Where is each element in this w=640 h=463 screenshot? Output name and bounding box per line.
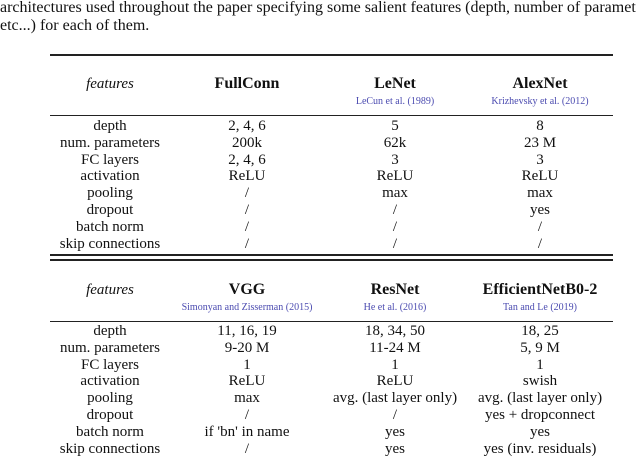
top-rule [50,54,613,56]
table-cell: / [392,235,398,252]
table-cell: 8 [536,118,544,134]
table-cell: / [244,440,250,457]
row-feature-label: num. parameters [60,339,160,356]
table-cell: 23 M [523,134,557,151]
row-feature-label: depth [93,323,127,339]
table-cell: avg. (last layer only) [477,390,603,407]
table-cell: ReLU [228,373,266,390]
row-feature-label: depth [93,118,127,134]
citation-link[interactable]: Simonyan and Zisserman (2015) [181,302,313,313]
column-header: EfficientNetB0-2 [482,281,598,298]
table-cell: 3 [536,151,544,168]
features-header: features [86,282,134,298]
table-cell: 1 [391,356,399,373]
table-cell: max [527,185,553,202]
table-cell: / [244,218,250,235]
table-cell: 2, 4, 6 [228,151,266,168]
table-cell: yes [385,440,405,457]
table-cell: ReLU [521,168,559,185]
header-rule-2 [50,321,613,322]
row-feature-label: dropout [86,407,134,423]
table-cell: / [537,235,543,252]
row-feature-label: num. parameters [60,134,160,151]
top-rule-2 [50,259,613,261]
table-cell: 9-20 M [224,339,270,356]
table-cell: avg. (last layer only) [332,390,458,407]
table-cell: / [244,407,250,423]
table-cell: / [392,407,398,423]
table-cell: 11-24 M [369,339,421,356]
column-header: VGG [228,281,266,298]
table-cell: 3 [391,151,399,168]
table-cell: 18, 34, 50 [365,323,425,339]
table-cell: / [244,202,250,218]
citation-link[interactable]: Krizhevsky et al. (2012) [491,96,589,107]
table-cell: / [244,235,250,252]
row-feature-label: FC layers [81,356,139,373]
table-cell: / [244,185,250,202]
table-cell: 2, 4, 6 [228,118,266,134]
row-feature-label: skip connections [59,235,161,252]
row-feature-label: pooling [87,185,133,202]
row-feature-label: batch norm [76,423,144,440]
table-cell: yes [385,423,405,440]
row-feature-label: batch norm [76,218,144,235]
table-cell: max [234,390,260,407]
table-cell: swish [522,373,558,390]
row-feature-label: dropout [86,202,134,218]
table-cell: ReLU [376,168,414,185]
table-cell: ReLU [376,373,414,390]
row-feature-label: activation [80,373,140,390]
row-feature-label: skip connections [59,440,161,457]
table-cell: / [392,218,398,235]
table-cell: yes [530,423,550,440]
table-cell: 11, 16, 19 [217,323,277,339]
table-cell: yes + dropconnect [484,407,596,423]
table-cell: 1 [243,356,251,373]
column-header: FullConn [214,75,280,92]
citation-link[interactable]: LeCun et al. (1989) [355,96,435,107]
citation-link[interactable]: Tan and Le (2019) [503,302,577,313]
row-feature-label: activation [80,168,140,185]
bottom-rule [50,254,613,256]
table-cell: 5, 9 M [520,339,560,356]
column-header: AlexNet [512,75,568,92]
table-cell: 200k [232,134,262,151]
table-cell: / [392,202,398,218]
header-rule [50,115,613,116]
table-cell: max [382,185,408,202]
table-cell: ReLU [228,168,266,185]
features-header: features [86,76,134,92]
caption-line-1: architectures used throughout the paper specifying some salient features (depth, number of paramet [0,0,636,16]
table-cell: yes [530,202,550,218]
table-cell: 1 [536,356,544,373]
column-header: LeNet [374,75,416,92]
row-feature-label: FC layers [81,151,139,168]
table-cell: yes (inv. residuals) [483,440,597,457]
column-header: ResNet [370,281,420,298]
table-cell: 62k [383,134,407,151]
table-cell: if 'bn' in name [204,423,290,440]
row-feature-label: pooling [87,390,133,407]
table-cell: 5 [391,118,399,134]
caption-line-2: etc...) for each of them. [0,17,150,34]
table-cell: 18, 25 [521,323,559,339]
table-cell: / [537,218,543,235]
citation-link[interactable]: He et al. (2016) [363,302,427,313]
